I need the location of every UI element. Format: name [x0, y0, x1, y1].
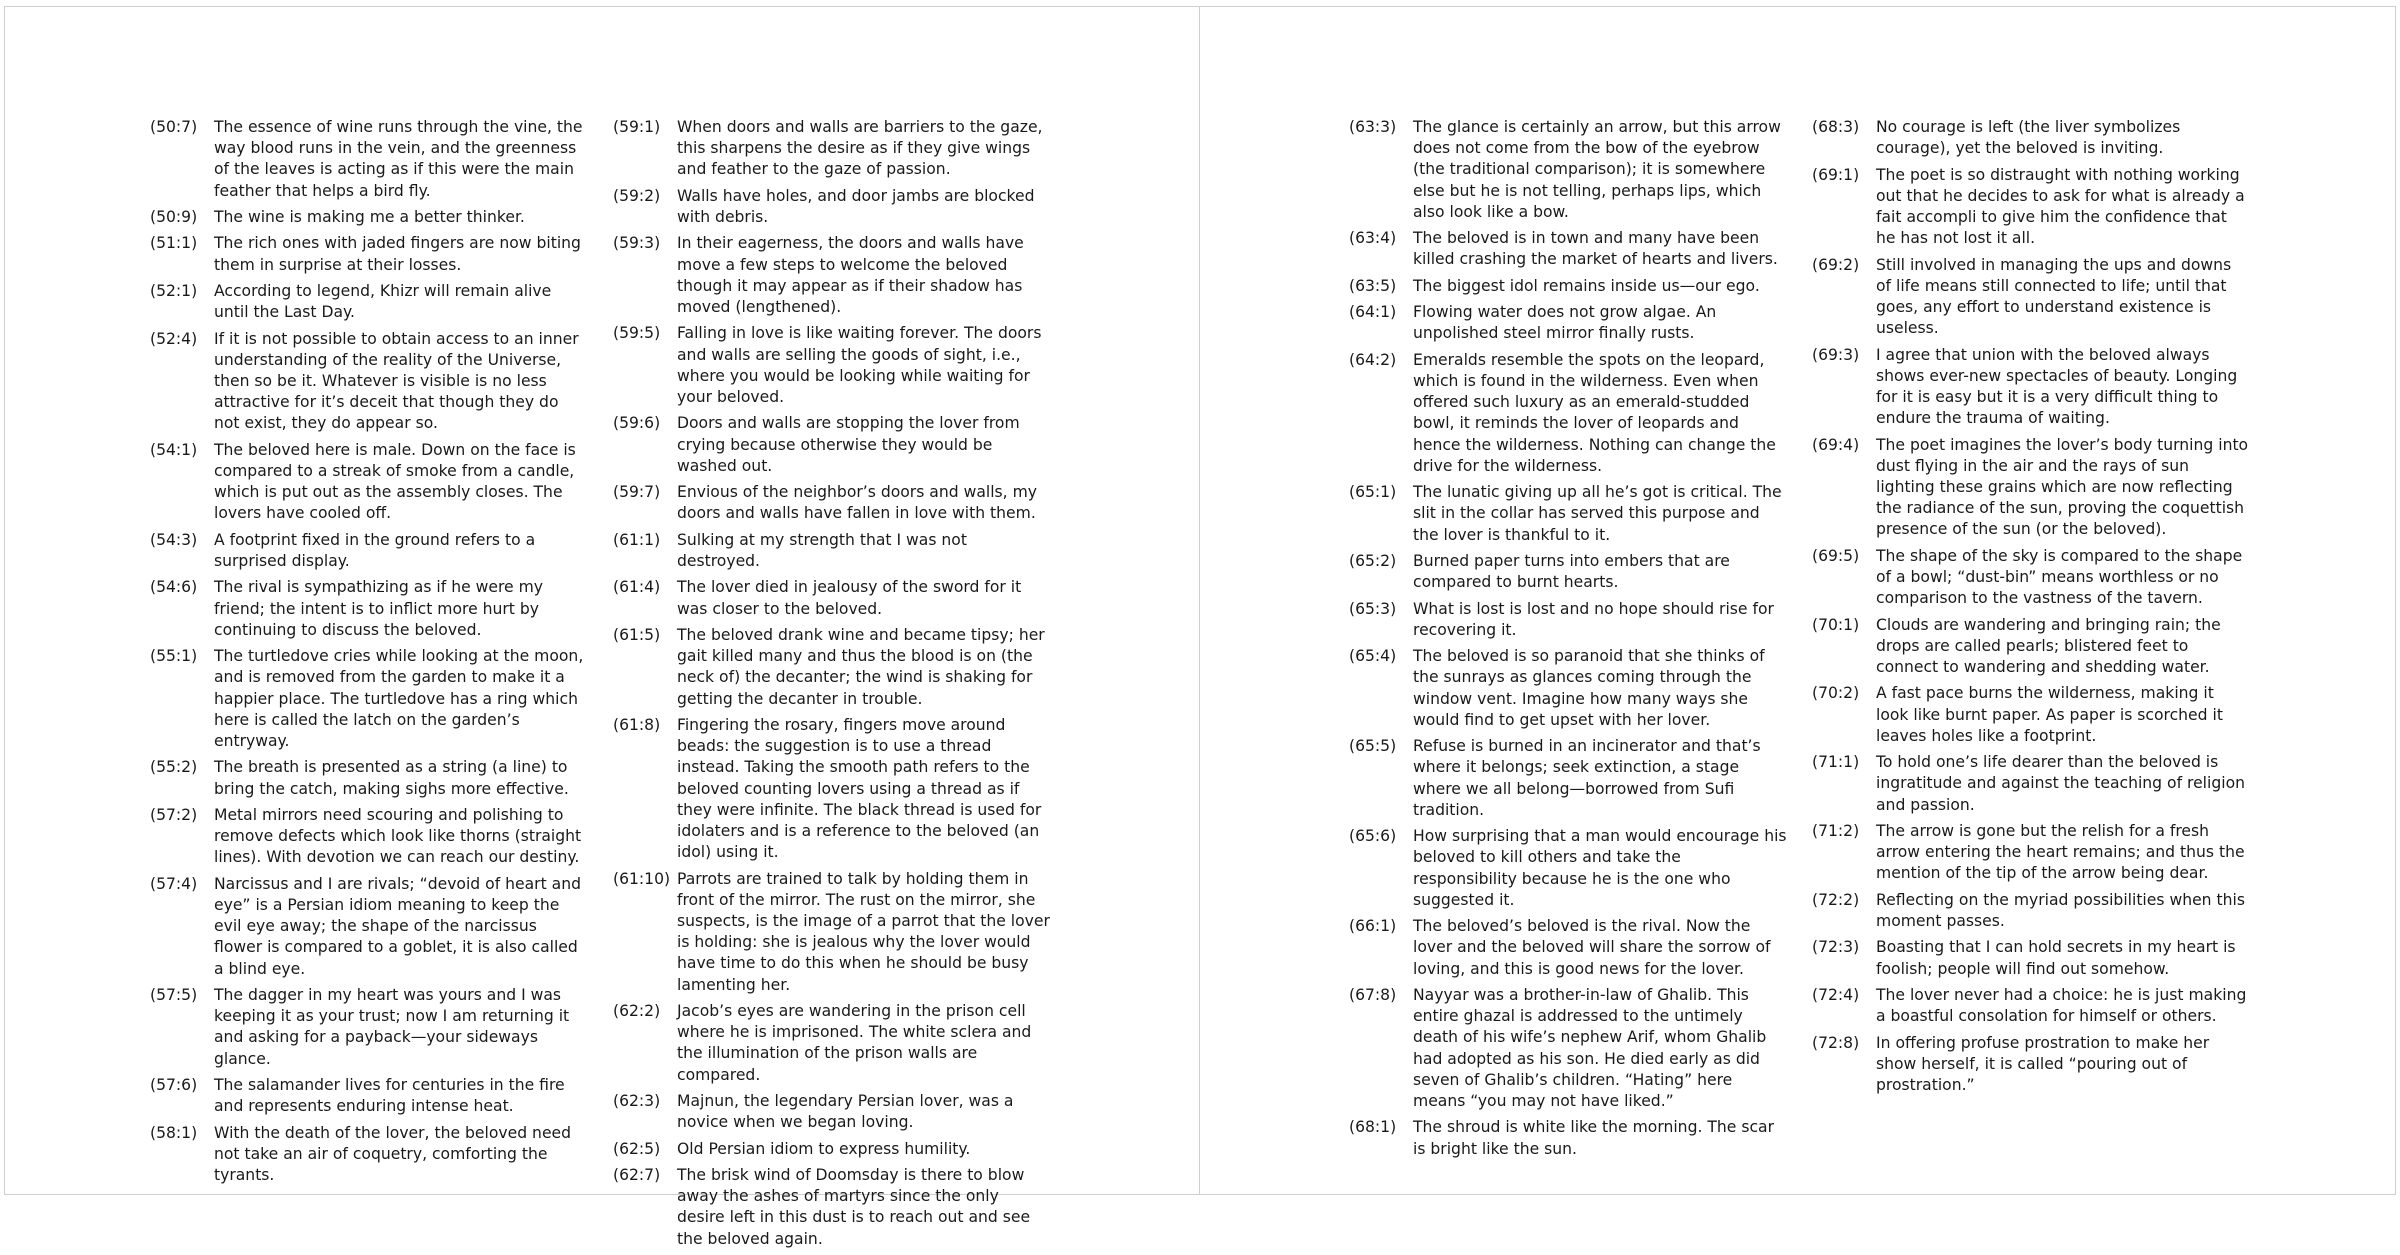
notes-column [1812, 117, 2250, 1101]
note-entry [613, 625, 1051, 710]
note-ref: (69:4) [1812, 435, 1860, 454]
note-ref: (65:1) [1349, 483, 1397, 502]
note-ref: (62:3) [613, 1091, 661, 1110]
note-entry [1812, 985, 2250, 1027]
note-entry [1812, 683, 2250, 747]
note-text: The beloved is so paranoid that she thinks of the sunrays as glances coming through the window vent. Imagine how many ways she would find to get upset with her lover. [1413, 647, 1765, 729]
note-text: The rival is sympathizing as if he were my friend; the intent is to inflict more hurt by continuing to discuss the beloved. [214, 578, 544, 639]
note-ref: (70:2) [1812, 684, 1860, 703]
note-entry [613, 577, 1051, 619]
note-text: The lover died in jealousy of the sword for it was closer to the beloved. [677, 578, 1022, 618]
note-ref: (68:1) [1349, 1118, 1397, 1137]
note-text: What is lost is lost and no hope should rise for recovering it. [1413, 599, 1774, 639]
note-ref: (51:1) [150, 234, 198, 253]
note-entry [1349, 826, 1787, 911]
note-entry [1812, 546, 2250, 610]
note-entry [150, 805, 588, 869]
note-ref: (61:5) [613, 625, 661, 644]
note-ref: (58:1) [150, 1123, 198, 1142]
note-text: Fingering the rosary, fingers move around beads: the suggestion is to use a thread instead. Taking the smooth path refers to the beloved counting lovers using a thread as if they were infinite. The black thread is used for idolaters and is a reference to the beloved (an idol) using it. [677, 715, 1042, 862]
note-ref: (66:1) [1349, 917, 1397, 936]
note-text: Parrots are trained to talk by holding them in front of the mirror. The rust on the mirror, she suspects, is the image of a parrot that the lover is holding: she is jealous why the lover would have time to do this when he should be busy lamenting her. [677, 869, 1050, 994]
note-entry [613, 186, 1051, 228]
note-ref: (71:2) [1812, 821, 1860, 840]
note-entry [150, 440, 588, 525]
note-ref: (61:1) [613, 530, 661, 549]
note-ref: (54:1) [150, 440, 198, 459]
note-entry [1812, 345, 2250, 430]
note-ref: (57:4) [150, 874, 198, 893]
note-ref: (64:1) [1349, 303, 1397, 322]
note-ref: (72:3) [1812, 938, 1860, 957]
note-text: Old Persian idiom to express humility. [677, 1139, 971, 1158]
note-entry [1349, 482, 1787, 546]
note-entry [1349, 117, 1787, 223]
note-ref: (71:1) [1812, 753, 1860, 772]
note-ref: (59:3) [613, 234, 661, 253]
note-ref: (63:5) [1349, 276, 1397, 295]
notes-column [1349, 117, 1787, 1165]
note-entry [1349, 302, 1787, 344]
note-ref: (69:2) [1812, 255, 1860, 274]
note-text: With the death of the lover, the beloved need not take an air of coquetry, comforting the tyrants. [214, 1123, 572, 1184]
note-text: The beloved here is male. Down on the face is compared to a streak of smoke from a candle, which is put out as the assembly closes. The lovers have cooled off. [214, 440, 576, 523]
note-text: Jacob’s eyes are wandering in the prison cell where he is imprisoned. The white sclera and the illumination of the prison walls are compared. [677, 1001, 1032, 1084]
note-text: Emeralds resemble the spots on the leopard, which is found in the wilderness. Even when offered such luxury as an emerald-studded bowl, it reminds the lover of leopards and hence the wilderness. Nothing can change the drive for the wilderness. [1413, 350, 1776, 475]
note-text: Walls have holes, and door jambs are blocked with debris. [677, 186, 1035, 226]
note-text: The turtledove cries while looking at the moon, and is removed from the garden to make it a happier place. The turtledove has a ring which here is called the latch on the garden’s entryway. [214, 647, 584, 750]
note-ref: (52:1) [150, 281, 198, 300]
note-ref: (59:1) [613, 118, 661, 136]
note-ref: (62:2) [613, 1001, 661, 1020]
note-entry [1812, 165, 2250, 250]
note-ref: (54:6) [150, 578, 198, 597]
note-text: The shape of the sky is compared to the shape of a bowl; “dust-bin” means worthless or no comparison to the vastness of the tavern. [1876, 546, 2243, 608]
note-entry [1812, 752, 2250, 816]
note-entry [613, 1165, 1051, 1250]
note-text: According to legend, Khizr will remain alive until the Last Day. [214, 281, 552, 322]
note-entry [150, 757, 588, 799]
note-ref: (68:3) [1812, 118, 1860, 136]
note-text: The shroud is white like the morning. The scar is bright like the sun. [1413, 1118, 1775, 1158]
note-ref: (65:5) [1349, 737, 1397, 756]
note-text: The beloved drank wine and became tipsy; her gait killed many and thus the blood is on (the neck of) the decanter; the wind is shaking for getting the decanter in trouble. [677, 625, 1045, 708]
note-text: Falling in love is like waiting forever. The doors and walls are selling the goods of sight, i.e., where you would be looking while waiting for your beloved. [677, 324, 1042, 406]
note-text: Burned paper turns into embers that are compared to burnt hearts. [1413, 551, 1730, 592]
note-entry [1349, 916, 1787, 980]
note-text: In their eagerness, the doors and walls have move a few steps to welcome the beloved though it may appear as if their shadow has moved (lengthened). [677, 234, 1024, 316]
note-entry [1349, 985, 1787, 1112]
note-text: The salamander lives for centuries in the fire and represents enduring intense heat. [214, 1075, 565, 1116]
note-entry [1349, 1117, 1787, 1159]
note-text: Clouds are wandering and bringing rain; the drops are called pearls; blistered feet to connect to wandering and shedding water. [1876, 615, 2221, 676]
note-entry [613, 1001, 1051, 1086]
note-entry [150, 281, 588, 323]
note-ref: (50:7) [150, 118, 198, 136]
note-ref: (55:2) [150, 758, 198, 777]
note-entry [1349, 350, 1787, 477]
note-entry [613, 323, 1051, 408]
note-entry [1812, 615, 2250, 679]
notes-column [150, 117, 588, 1191]
note-entry [613, 1091, 1051, 1133]
note-ref: (65:6) [1349, 827, 1397, 846]
note-text: The wine is making me a better thinker. [214, 208, 525, 226]
note-entry [1812, 255, 2250, 340]
note-text: Majnun, the legendary Persian lover, was a novice when we began loving. [677, 1091, 1014, 1132]
left-page [4, 6, 1200, 1248]
note-ref: (57:6) [150, 1075, 198, 1094]
note-entry [1812, 1033, 2250, 1097]
note-entry [150, 874, 588, 980]
note-text: How surprising that a man would encourage his beloved to kill others and take the responsibility because he is the one who suggested it. [1413, 827, 1787, 909]
note-entry [150, 329, 588, 435]
note-entry [150, 985, 588, 1070]
note-text: The arrow is gone but the relish for a fresh arrow entering the heart remains; and thus the mention of the tip of the arrow being dear. [1876, 821, 2245, 883]
note-text: The poet imagines the lover’s body turning into dust flying in the air and the rays of sun lighting these grains which are now reflecting the radiance of the sun, proving the coquettish presence of the sun (or the beloved). [1876, 435, 2249, 539]
note-ref: (61:10) [613, 869, 671, 888]
note-text: The essence of wine runs through the vine, the way blood runs in the vein, and the greenness of the leaves is acting as if this were the main feather that helps a bird fly. [214, 118, 583, 200]
note-text: Refuse is burned in an incinerator and that’s where it belongs; seek extinction, a stage where we all belong—borrowed from Sufi tradition. [1413, 737, 1761, 819]
note-ref: (65:4) [1349, 647, 1397, 666]
note-text: To hold one’s life dearer than the beloved is ingratitude and against the teaching of religion and passion. [1876, 753, 2245, 814]
note-entry [1812, 117, 2250, 159]
note-text: The rich ones with jaded fingers are now biting them in surprise at their losses. [214, 234, 581, 274]
note-entry [613, 233, 1051, 318]
note-text: No courage is left (the liver symbolizes courage), yet the beloved is inviting. [1876, 118, 2181, 158]
right-page [1199, 6, 2396, 1195]
note-ref: (59:7) [613, 483, 661, 502]
note-entry [613, 530, 1051, 572]
note-entry [1349, 551, 1787, 593]
note-entry [1349, 599, 1787, 641]
note-ref: (57:2) [150, 805, 198, 824]
note-entry [1349, 736, 1787, 821]
note-entry [613, 413, 1051, 477]
note-text: I agree that union with the beloved always shows ever-new spectacles of beauty. Longing for it is easy but it is a very difficult thing to endure the trauma of waiting. [1876, 345, 2238, 428]
note-text: The lover never had a choice: he is just making a boastful consolation for himself or others. [1876, 985, 2247, 1026]
note-ref: (67:8) [1349, 985, 1397, 1004]
note-entry [1812, 821, 2250, 885]
note-entry [150, 1123, 588, 1187]
note-entry [150, 117, 588, 202]
note-ref: (70:1) [1812, 615, 1860, 634]
note-ref: (59:2) [613, 186, 661, 205]
note-entry [150, 646, 588, 752]
note-text: Metal mirrors need scouring and polishing to remove defects which look like thorns (straight lines). With devotion we can reach our destiny. [214, 805, 582, 867]
note-ref: (72:4) [1812, 985, 1860, 1004]
note-ref: (59:6) [613, 414, 661, 433]
note-ref: (52:4) [150, 329, 198, 348]
note-entry [1349, 228, 1787, 270]
note-ref: (69:3) [1812, 345, 1860, 364]
note-text: The breath is presented as a string (a line) to bring the catch, making sighs more effective. [214, 758, 569, 798]
note-ref: (72:8) [1812, 1033, 1860, 1052]
note-ref: (59:5) [613, 324, 661, 343]
note-text: The beloved’s beloved is the rival. Now the lover and the beloved will share the sorrow of loving, and this is good news for the lover. [1413, 917, 1771, 978]
note-ref: (61:4) [613, 578, 661, 597]
note-text: In offering profuse prostration to make her show herself, it is called “pouring out of prostration.” [1876, 1033, 2210, 1094]
note-entry [613, 1139, 1051, 1160]
note-ref: (63:3) [1349, 118, 1397, 136]
note-text: Sulking at my strength that I was not destroyed. [677, 530, 967, 570]
note-ref: (62:7) [613, 1165, 661, 1184]
note-ref: (69:5) [1812, 546, 1860, 565]
note-ref: (72:2) [1812, 890, 1860, 909]
note-text: The glance is certainly an arrow, but this arrow does not come from the bow of the eyebrow (the traditional comparison); it is somewhere else but he is not telling, perhaps lips, which also look like a bow. [1413, 118, 1781, 221]
note-entry [1812, 435, 2250, 541]
note-ref: (64:2) [1349, 350, 1397, 369]
note-text: A fast pace burns the wilderness, making it look like burnt paper. As paper is scorched it leaves holes like a footprint. [1876, 684, 2223, 745]
note-entry [1812, 890, 2250, 932]
note-entry [1349, 276, 1787, 297]
note-entry [1812, 937, 2250, 979]
note-ref: (65:2) [1349, 551, 1397, 570]
note-entry [150, 233, 588, 275]
note-text: Flowing water does not grow algae. An unpolished steel mirror finally rusts. [1413, 303, 1717, 343]
note-text: The lunatic giving up all he’s got is critical. The slit in the collar has served this purpose and the lover is thankful to it. [1413, 483, 1782, 544]
note-ref: (55:1) [150, 647, 198, 666]
note-text: The poet is so distraught with nothing working out that he decides to ask for what is already a fait accompli to give him the confidence that he has not lost it all. [1876, 165, 2245, 248]
note-text: Narcissus and I are rivals; “devoid of heart and eye” is a Persian idiom meaning to keep the evil eye away; the shape of the narcissus flower is compared to a goblet, it is also called a blind eye. [214, 874, 581, 978]
note-text: The beloved is in town and many have been killed crashing the market of hearts and livers. [1413, 229, 1778, 269]
note-ref: (62:5) [613, 1139, 661, 1158]
note-entry [150, 577, 588, 641]
note-ref: (54:3) [150, 530, 198, 549]
note-ref: (57:5) [150, 985, 198, 1004]
note-ref: (65:3) [1349, 599, 1397, 618]
note-text: When doors and walls are barriers to the gaze, this sharpens the desire as if they give wings and feather to the gaze of passion. [677, 118, 1043, 179]
note-text: Envious of the neighbor’s doors and walls, my doors and walls have fallen in love with them. [677, 483, 1038, 523]
note-entry [150, 207, 588, 228]
note-text: A footprint fixed in the ground refers to a surprised display. [214, 530, 536, 570]
note-entry [613, 482, 1051, 524]
note-text: The dagger in my heart was yours and I was keeping it as your trust; now I am returning it and asking for a payback—your sideways glance. [214, 985, 570, 1068]
note-ref: (63:4) [1349, 229, 1397, 248]
note-text: The brisk wind of Doomsday is there to blow away the ashes of martyrs since the only desire left in this dust is to reach out and see the beloved again. [677, 1165, 1031, 1248]
note-entry [613, 117, 1051, 181]
note-text: Doors and walls are stopping the lover from crying because otherwise they would be washed out. [677, 414, 1020, 475]
note-text: If it is not possible to obtain access to an inner understanding of the reality of the Universe, then so be it. Whatever is visible is no less attractive for it’s deceit that though they do not exist, they do appear so. [214, 329, 579, 433]
note-entry [150, 530, 588, 572]
note-entry [613, 869, 1051, 996]
note-entry [1349, 646, 1787, 731]
note-entry [613, 715, 1051, 863]
note-ref: (50:9) [150, 208, 198, 226]
note-text: Reflecting on the myriad possibilities when this moment passes. [1876, 890, 2245, 930]
note-text: The biggest idol remains inside us—our ego. [1413, 276, 1760, 295]
note-ref: (61:8) [613, 715, 661, 734]
notes-column [613, 117, 1051, 1255]
note-ref: (69:1) [1812, 165, 1860, 184]
note-text: Nayyar was a brother-in-law of Ghalib. This entire ghazal is addressed to the untimely death of his wife’s nephew Arif, whom Ghalib had adopted as his son. He died early as did seven of Ghalib’s children. “Hating” here means “you may not have liked.” [1413, 985, 1767, 1110]
note-text: Still involved in managing the ups and downs of life means still connected to life; until that goes, any effort to understand existence is useless. [1876, 255, 2232, 338]
note-text: Boasting that I can hold secrets in my heart is foolish; people will find out somehow. [1876, 938, 2236, 978]
note-entry [150, 1075, 588, 1117]
